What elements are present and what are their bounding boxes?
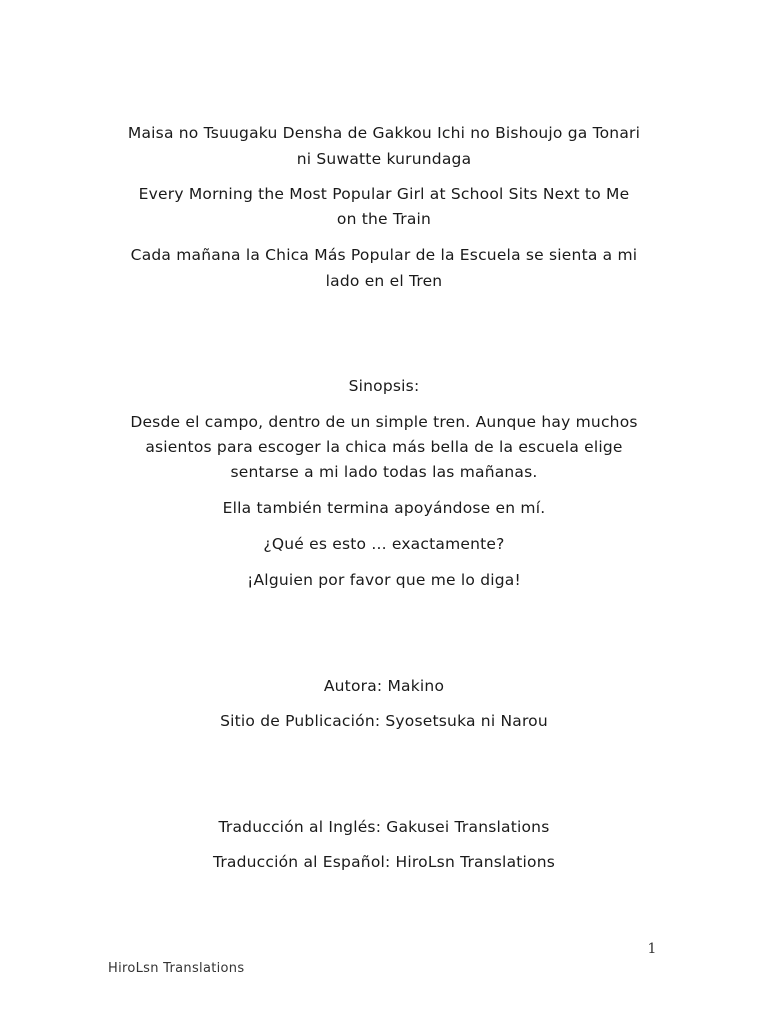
- footer-translator-name: HiroLsn Translations: [108, 961, 245, 976]
- english-translation-credit: Traducción al Inglés: Gakusei Translations: [218, 818, 550, 836]
- title-romaji-line-2: ni Suwatte kurundaga: [296, 150, 472, 168]
- synopsis-paragraph-1-line-3: sentarse a mi lado todas las mañanas.: [230, 463, 538, 481]
- synopsis-heading: Sinopsis:: [348, 377, 420, 395]
- title-spanish-line-2: lado en el Tren: [325, 272, 443, 290]
- synopsis-paragraph-3: ¿Qué es esto ... exactamente?: [263, 535, 505, 553]
- publication-site-credit: Sitio de Publicación: Syosetsuka ni Narou: [220, 712, 548, 730]
- synopsis-paragraph-1-line-2: asientos para escoger la chica más bella de la escuela elige: [145, 438, 623, 456]
- page-number: 1: [647, 941, 657, 957]
- title-spanish-line-1: Cada mañana la Chica Más Popular de la Escuela se sienta a mi: [130, 246, 638, 264]
- title-romaji-line-1: Maisa no Tsuugaku Densha de Gakkou Ichi no Bishoujo ga Tonari: [127, 124, 641, 142]
- author-credit: Autora: Makino: [323, 677, 445, 695]
- title-english-line-1: Every Morning the Most Popular Girl at School Sits Next to Me: [138, 185, 630, 203]
- synopsis-paragraph-2: Ella también termina apoyándose en mí.: [222, 499, 546, 517]
- title-english-line-2: on the Train: [336, 210, 432, 228]
- spanish-translation-credit: Traducción al Español: HiroLsn Translations: [212, 853, 556, 871]
- synopsis-paragraph-4: ¡Alguien por favor que me lo diga!: [247, 571, 521, 589]
- synopsis-paragraph-1-line-1: Desde el campo, dentro de un simple tren. Aunque hay muchos: [130, 413, 638, 431]
